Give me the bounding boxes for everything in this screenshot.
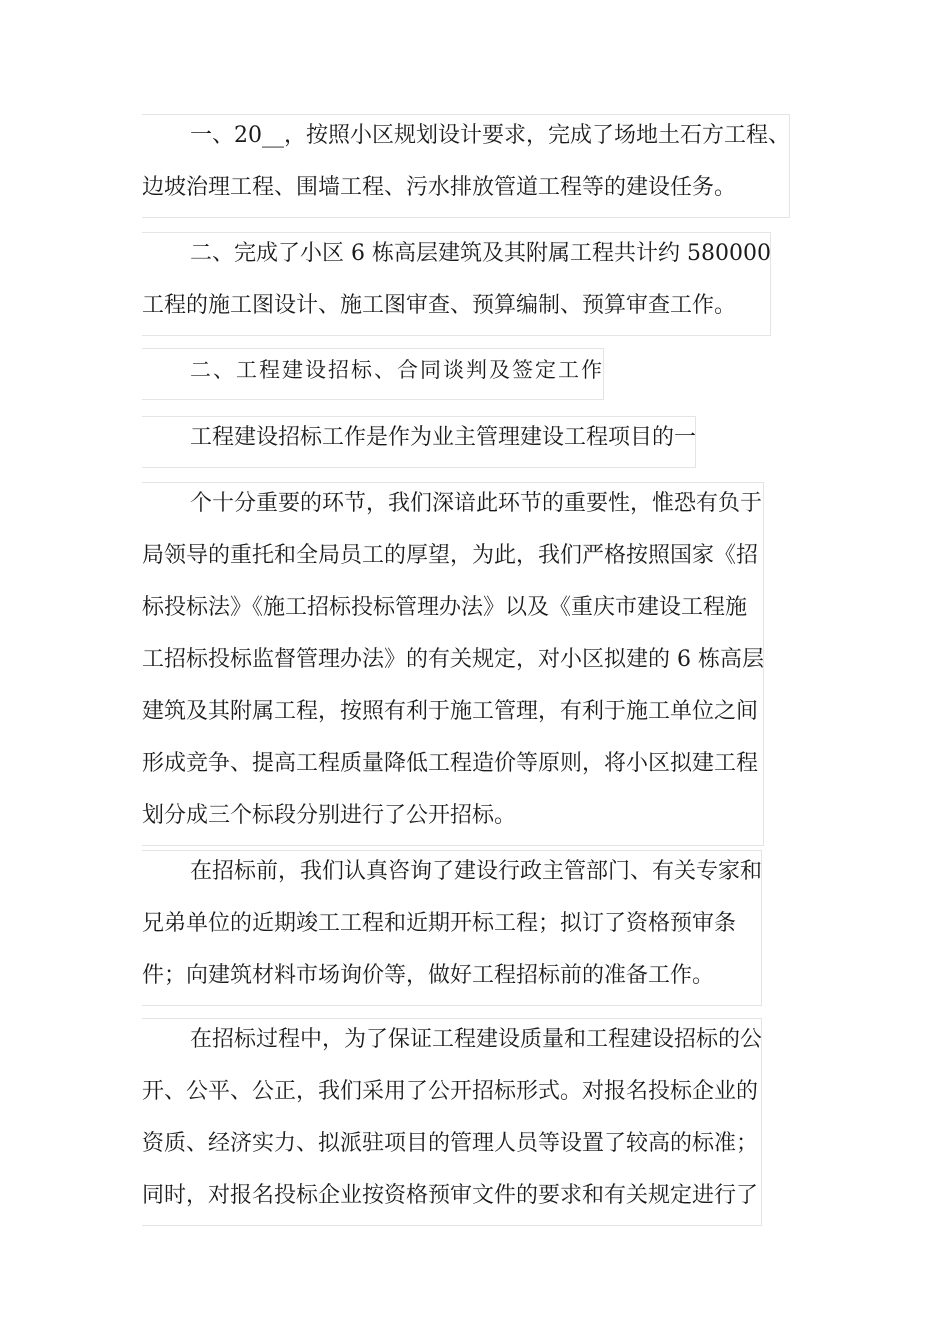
paragraph <box>142 478 764 842</box>
section-heading <box>142 344 604 396</box>
paragraph <box>142 412 696 464</box>
paragraph <box>142 846 762 1002</box>
paragraph <box>142 228 771 332</box>
text-line: 形成竞争、提高工程质量降低工程造价等原则，将小区拟建工程 <box>142 738 764 790</box>
text-line: 同时，对报名投标企业按资格预审文件的要求和有关规定进行了 <box>142 1170 762 1222</box>
text-line: 在招标前，我们认真咨询了建设行政主管部门、有关专家和 <box>142 846 762 898</box>
text-line: 工招标投标监督管理办法》的有关规定，对小区拟建的 6 栋高层 <box>142 634 764 686</box>
text-line: 建筑及其附属工程，按照有利于施工管理，有利于施工单位之间 <box>142 686 764 738</box>
text-line: 一、20__，按照小区规划设计要求，完成了场地土石方工程、 <box>142 110 790 162</box>
text-line: 兄弟单位的近期竣工工程和近期开标工程；拟订了资格预审条 <box>142 898 762 950</box>
paragraph <box>142 110 790 214</box>
text-line: 划分成三个标段分别进行了公开招标。 <box>142 790 764 842</box>
text-line: 件；向建筑材料市场询价等，做好工程招标前的准备工作。 <box>142 950 762 1002</box>
text-line: 开、公平、公正，我们采用了公开招标形式。对报名投标企业的 <box>142 1066 762 1118</box>
text-line: 局领导的重托和全局员工的厚望，为此，我们严格按照国家《招 <box>142 530 764 582</box>
text-line: 边坡治理工程、围墙工程、污水排放管道工程等的建设任务。 <box>142 162 790 214</box>
text-line: 标投标法》《施工招标投标管理办法》以及《重庆市建设工程施 <box>142 582 764 634</box>
text-line: 资质、经济实力、拟派驻项目的管理人员等设置了较高的标准； <box>142 1118 762 1170</box>
text-line: 在招标过程中，为了保证工程建设质量和工程建设招标的公 <box>142 1014 762 1066</box>
text-line: 工程建设招标工作是作为业主管理建设工程项目的一 <box>142 412 696 464</box>
text-line: 个十分重要的环节，我们深谙此环节的重要性，惟恐有负于 <box>142 478 764 530</box>
text-line: 工程的施工图设计、施工图审查、预算编制、预算审查工作。 <box>142 280 771 332</box>
text-line: 二、工程建设招标、合同谈判及签定工作 <box>142 344 604 396</box>
text-line: 二、完成了小区 6 栋高层建筑及其附属工程共计约 580000 <box>142 228 771 280</box>
paragraph <box>142 1014 762 1222</box>
